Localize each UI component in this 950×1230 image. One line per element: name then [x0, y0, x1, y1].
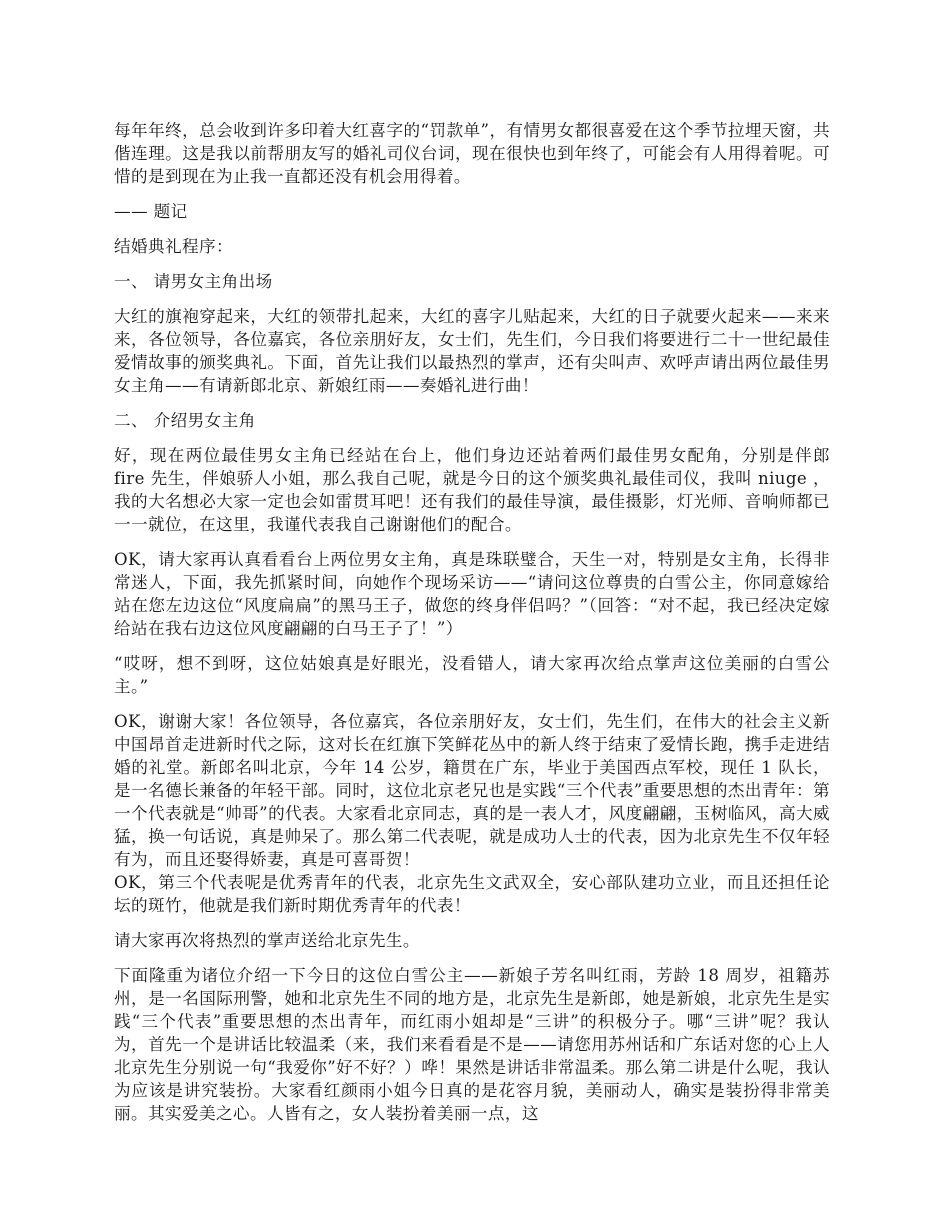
paragraph-preface: 每年年终，总会收到许多印着大红喜字的“罚款单”，有情男女都很喜爱在这个季节拉埋天窗，共偕连理。这是我以前帮朋友写的婚礼司仪台词，现在很快也到年终了，可能会有人用得着呢。可惜的是到现在为止我一直都还没有机会用得着。: [114, 121, 830, 186]
paragraph-opening: 大红的旗袍穿起来，大红的领带扎起来，大红的喜字儿贴起来，大红的日子就要火起来——来来来，各位领导，各位嘉宾，各位亲朋好友，女士们，先生们，今日我们将要进行二十一世纪最佳爱情故事的颁奖典礼。下面，首先让我们以最热烈的掌声，还有尖叫声、欢呼声请出两位最佳男女主角——有请新郎北京、新娘红雨——奏婚礼进行曲！: [114, 307, 830, 395]
paragraph-interview: OK，请大家再认真看看台上两位男女主角，真是珠联璧合，天生一对，特别是女主角，长得非常迷人，下面，我先抓紧时间，向她作个现场采访——“请问这位尊贵的白雪公主，你同意嫁给站在您左边这位“风度扁扁”的黑马王子，做您的终身伴侣吗？”（回答：“对不起，我已经决定嫁给站在我右边这位风度翩翩的白马王子了！”）: [114, 550, 830, 638]
paragraph-bride-intro: 下面隆重为诸位介绍一下今日的这位白雪公主——新娘子芳名叫红雨，芳龄 18 周岁，祖籍苏州，是一名国际刑警，她和北京先生不同的地方是，北京先生是新郎，她是新娘，北京先生是实践“三个代表”重要思想的杰出青年，而红雨小姐却是“三讲”的积极分子。哪“三讲”呢？我认为，首先一个是讲话比较温柔（来，我们来看看是不是——请您用苏州话和广东话对您的心上人北京先生分别说一句“我爱你”好不好？）哗！果然是讲话非常温柔。那么第二讲是什么呢，我认为应该是讲究装扮。大家看红颜雨小姐今日真的是花容月貌，美丽动人，确实是装扮得非常美丽。其实爱美之心。人皆有之，女人装扮着美丽一点，这: [114, 966, 830, 1123]
paragraph-signature: —— 题记: [114, 202, 188, 221]
paragraph-applause-groom: 请大家再次将热烈的掌声送给北京先生。: [114, 931, 420, 950]
paragraph-third-representative: OK，第三个代表呢是优秀青年的代表，北京先生文武双全，安心部队建功立业，而且还担任论坛的斑竹，他就是我们新时期优秀青年的代表！: [114, 873, 830, 915]
paragraph-applause-bride: “哎呀，想不到呀，这位姑娘真是好眼光，没看错人，请大家再次给点掌声这位美丽的白雪公主。”: [114, 654, 830, 696]
paragraph-introduce-cast: 好，现在两位最佳男女主角已经站在台上，他们身边还站着两们最佳男女配角，分别是伴郎 fire 先生，伴娘骄人小姐，那么我自己呢，就是今日的这个颁奖典礼最佳司仪，我叫 niuge ，我的大名想必大家一定也会如雷贯耳吧！还有我们的最佳导演，最佳摄影，灯光师、音响师都已一一就位，在这里，我谨代表我自己谢谢他们的配合。: [114, 446, 830, 534]
paragraph-heading-program: 结婚典礼程序：: [114, 237, 233, 256]
section-heading-1: 一、 请男女主角出场: [114, 272, 273, 291]
section-heading-2: 二、 介绍男女主角: [114, 411, 256, 430]
paragraph-groom-intro: OK，谢谢大家！各位领导，各位嘉宾，各位亲朋好友，女士们，先生们，在伟大的社会主义新中国昂首走进新时代之际，这对长在红旗下笑鲜花丛中的新人终于结束了爱情长跑，携手走进结婚的礼堂。新郎名叫北京，今年 14 公岁，籍贯在广东，毕业于美国西点军校，现任 1 队长，是一名德长兼备的年轻干部。同时，这位北京老兄也是实践“三个代表”重要思想的杰出青年：第一个代表就是“帅哥”的代表。大家看北京同志，真的是一表人才，风度翩翩，玉树临风，高大威猛，换一句话说，真是帅呆了。那么第二代表呢，就是成功人士的代表，因为北京先生不仅年轻有为，而且还娶得娇妻，真是可喜哥贺！: [114, 712, 830, 869]
